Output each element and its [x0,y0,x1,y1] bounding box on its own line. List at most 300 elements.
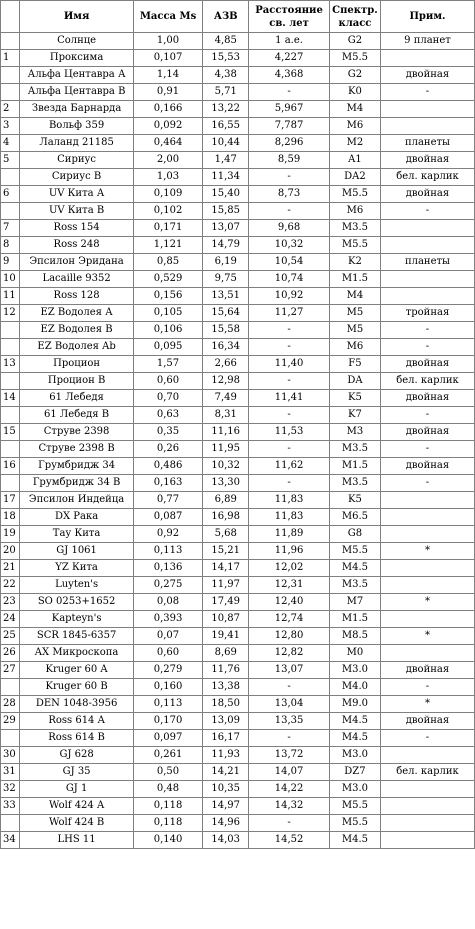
table-row [1,33,474,49]
cell-abs-magnitude: 15,40 [203,186,248,202]
cell-name: Ross 614 B [20,730,132,746]
cell-notes: - [381,84,474,100]
table-row [1,628,474,644]
cell-spectral-class: M3.0 [330,747,380,763]
cell-notes [381,220,474,236]
cell-index [1,322,19,338]
table-body [1,33,474,848]
cell-notes [381,101,474,117]
cell-mass: 0,393 [134,611,202,627]
cell-name: GJ 1061 [20,543,132,559]
cell-spectral-class: K0 [330,84,380,100]
cell-index [1,679,19,695]
cell-abs-magnitude: 18,50 [203,696,248,712]
table-row [1,492,474,508]
cell-distance: - [249,679,329,695]
cell-name: YZ Кита [20,560,132,576]
cell-name: AX Микроскопа [20,645,132,661]
cell-notes: - [381,730,474,746]
cell-index: 13 [1,356,19,372]
cell-mass: 0,08 [134,594,202,610]
table-row [1,509,474,525]
cell-index [1,441,19,457]
table-row [1,237,474,253]
cell-spectral-class: M4.5 [330,713,380,729]
cell-abs-magnitude: 15,85 [203,203,248,219]
cell-abs-magnitude: 14,79 [203,237,248,253]
cell-distance: - [249,730,329,746]
cell-distance: 14,07 [249,764,329,780]
cell-spectral-class: M6 [330,339,380,355]
cell-notes: - [381,475,474,491]
cell-spectral-class: M1.5 [330,611,380,627]
cell-index: 9 [1,254,19,270]
cell-spectral-class: M4.5 [330,560,380,576]
cell-distance: 8,296 [249,135,329,151]
cell-spectral-class: M4.5 [330,730,380,746]
cell-notes [381,237,474,253]
cell-abs-magnitude: 11,97 [203,577,248,593]
cell-abs-magnitude: 14,21 [203,764,248,780]
cell-index: 12 [1,305,19,321]
cell-spectral-class: M4 [330,288,380,304]
cell-abs-magnitude: 4,38 [203,67,248,83]
cell-mass: 0,48 [134,781,202,797]
cell-spectral-class: M3.5 [330,475,380,491]
cell-index [1,67,19,83]
cell-notes: тройная [381,305,474,321]
cell-name: Грумбридж 34 [20,458,132,474]
cell-distance: - [249,322,329,338]
table-row [1,390,474,406]
cell-distance: 5,967 [249,101,329,117]
cell-distance: 8,59 [249,152,329,168]
cell-distance: 11,53 [249,424,329,440]
cell-abs-magnitude: 5,71 [203,84,248,100]
cell-mass: 0,529 [134,271,202,287]
cell-mass: 1,00 [134,33,202,49]
table-row [1,526,474,542]
cell-spectral-class: M8.5 [330,628,380,644]
cell-mass: 0,136 [134,560,202,576]
cell-name: Lacaille 9352 [20,271,132,287]
cell-index [1,339,19,355]
cell-name: Ross 248 [20,237,132,253]
cell-name: Сириус [20,152,132,168]
cell-index: 1 [1,50,19,66]
cell-index [1,33,19,49]
cell-name: Процион [20,356,132,372]
cell-spectral-class: K2 [330,254,380,270]
cell-spectral-class: M4 [330,101,380,117]
cell-spectral-class: M5.5 [330,186,380,202]
cell-notes [381,271,474,287]
cell-mass: 0,35 [134,424,202,440]
table-row [1,458,474,474]
cell-abs-magnitude: 8,31 [203,407,248,423]
cell-abs-magnitude: 11,34 [203,169,248,185]
cell-name: DEN 1048-3956 [20,696,132,712]
cell-abs-magnitude: 10,35 [203,781,248,797]
cell-distance: - [249,339,329,355]
cell-spectral-class: M2 [330,135,380,151]
cell-name: Kapteyn's [20,611,132,627]
cell-index [1,373,19,389]
cell-mass: 0,77 [134,492,202,508]
cell-notes: планеты [381,135,474,151]
cell-spectral-class: M5.5 [330,50,380,66]
cell-name: Альфа Центавра А [20,67,132,83]
cell-mass: 0,102 [134,203,202,219]
cell-name: DX Рака [20,509,132,525]
cell-index [1,730,19,746]
cell-distance: 13,07 [249,662,329,678]
cell-index [1,475,19,491]
cell-index: 17 [1,492,19,508]
cell-mass: 0,087 [134,509,202,525]
cell-distance: 12,80 [249,628,329,644]
cell-abs-magnitude: 16,17 [203,730,248,746]
table-row [1,339,474,355]
cell-distance: 4,368 [249,67,329,83]
cell-spectral-class: M5.5 [330,237,380,253]
cell-distance: 10,74 [249,271,329,287]
cell-index: 15 [1,424,19,440]
cell-notes: 9 планет [381,33,474,49]
table-row [1,322,474,338]
table-row [1,560,474,576]
cell-distance: 11,96 [249,543,329,559]
cell-distance: 11,83 [249,509,329,525]
cell-index: 14 [1,390,19,406]
cell-distance: 11,62 [249,458,329,474]
cell-notes [381,288,474,304]
cell-spectral-class: M5.5 [330,798,380,814]
header-spectral-class: Спектр. класс [330,1,380,32]
cell-abs-magnitude: 11,16 [203,424,248,440]
cell-abs-magnitude: 14,17 [203,560,248,576]
cell-name: Струве 2398 [20,424,132,440]
cell-notes [381,560,474,576]
cell-distance: - [249,815,329,831]
table-row [1,67,474,83]
cell-index: 22 [1,577,19,593]
cell-mass: 0,91 [134,84,202,100]
table-row [1,730,474,746]
cell-notes: двойная [381,356,474,372]
table-row [1,305,474,321]
cell-name: Звезда Барнарда [20,101,132,117]
cell-name: Процион В [20,373,132,389]
cell-name: SCR 1845-6357 [20,628,132,644]
cell-spectral-class: M4.5 [330,832,380,848]
cell-mass: 0,109 [134,186,202,202]
table-row [1,203,474,219]
cell-notes: двойная [381,67,474,83]
cell-name: UV Кита А [20,186,132,202]
cell-distance: 7,787 [249,118,329,134]
table-row [1,271,474,287]
cell-name: GJ 628 [20,747,132,763]
table-row [1,815,474,831]
cell-mass: 0,118 [134,798,202,814]
cell-name: Сириус В [20,169,132,185]
cell-mass: 0,170 [134,713,202,729]
cell-notes [381,50,474,66]
table-row [1,747,474,763]
cell-abs-magnitude: 5,68 [203,526,248,542]
cell-index: 18 [1,509,19,525]
cell-abs-magnitude: 10,44 [203,135,248,151]
cell-distance: 1 а.е. [249,33,329,49]
cell-notes: бел. карлик [381,764,474,780]
cell-notes [381,492,474,508]
cell-abs-magnitude: 11,76 [203,662,248,678]
cell-mass: 1,14 [134,67,202,83]
cell-notes: - [381,322,474,338]
cell-spectral-class: M9.0 [330,696,380,712]
cell-abs-magnitude: 8,69 [203,645,248,661]
cell-index: 8 [1,237,19,253]
cell-name: Wolf 424 B [20,815,132,831]
cell-spectral-class: M5 [330,305,380,321]
cell-name: Ross 154 [20,220,132,236]
cell-name: Эпсилон Индейца [20,492,132,508]
cell-index: 20 [1,543,19,559]
cell-abs-magnitude: 14,97 [203,798,248,814]
cell-abs-magnitude: 13,51 [203,288,248,304]
cell-index: 23 [1,594,19,610]
table-row [1,169,474,185]
cell-distance: 12,31 [249,577,329,593]
cell-index: 24 [1,611,19,627]
table-row [1,475,474,491]
cell-name: Ross 128 [20,288,132,304]
cell-index: 7 [1,220,19,236]
cell-mass: 0,261 [134,747,202,763]
cell-distance: 14,32 [249,798,329,814]
cell-name: Проксима [20,50,132,66]
table-row [1,186,474,202]
cell-index: 26 [1,645,19,661]
cell-index: 11 [1,288,19,304]
cell-distance: 12,82 [249,645,329,661]
cell-name: Kruger 60 A [20,662,132,678]
cell-name: EZ Водолея Ab [20,339,132,355]
header-mass: Масса Ms [134,1,202,32]
table-row [1,662,474,678]
table-row [1,645,474,661]
table-row [1,577,474,593]
table-row [1,713,474,729]
cell-name: LHS 11 [20,832,132,848]
cell-distance: 13,72 [249,747,329,763]
cell-spectral-class: G2 [330,33,380,49]
cell-mass: 2,00 [134,152,202,168]
cell-index: 2 [1,101,19,117]
cell-notes: двойная [381,186,474,202]
cell-notes: бел. карлик [381,169,474,185]
cell-distance: 11,41 [249,390,329,406]
cell-distance: 12,40 [249,594,329,610]
cell-index: 19 [1,526,19,542]
cell-spectral-class: F5 [330,356,380,372]
cell-index: 4 [1,135,19,151]
cell-index: 10 [1,271,19,287]
table-row [1,679,474,695]
cell-name: 61 Лебедя В [20,407,132,423]
cell-index: 34 [1,832,19,848]
cell-notes: двойная [381,424,474,440]
cell-notes [381,815,474,831]
cell-abs-magnitude: 16,98 [203,509,248,525]
cell-abs-magnitude: 14,03 [203,832,248,848]
cell-name: UV Кита В [20,203,132,219]
header-index [1,1,19,32]
cell-spectral-class: M3.0 [330,781,380,797]
cell-name: Лаланд 21185 [20,135,132,151]
cell-index: 25 [1,628,19,644]
cell-notes [381,611,474,627]
cell-index: 33 [1,798,19,814]
cell-spectral-class: DZ7 [330,764,380,780]
cell-spectral-class: M5 [330,322,380,338]
cell-notes: - [381,203,474,219]
cell-distance: 10,32 [249,237,329,253]
cell-abs-magnitude: 6,89 [203,492,248,508]
cell-name: GJ 1 [20,781,132,797]
cell-abs-magnitude: 6,19 [203,254,248,270]
cell-notes [381,832,474,848]
cell-abs-magnitude: 15,64 [203,305,248,321]
cell-notes: - [381,679,474,695]
cell-spectral-class: M6.5 [330,509,380,525]
cell-abs-magnitude: 9,75 [203,271,248,287]
cell-spectral-class: M1.5 [330,271,380,287]
cell-distance: 10,92 [249,288,329,304]
cell-abs-magnitude: 16,34 [203,339,248,355]
cell-distance: 10,54 [249,254,329,270]
cell-abs-magnitude: 17,49 [203,594,248,610]
cell-index: 5 [1,152,19,168]
cell-abs-magnitude: 2,66 [203,356,248,372]
table-row [1,832,474,848]
cell-mass: 0,163 [134,475,202,491]
table-row [1,118,474,134]
cell-spectral-class: M5.5 [330,815,380,831]
cell-notes: - [381,339,474,355]
cell-distance: - [249,475,329,491]
cell-mass: 0,464 [134,135,202,151]
cell-name: EZ Водолея А [20,305,132,321]
table-row [1,441,474,457]
cell-notes [381,798,474,814]
cell-distance: 11,89 [249,526,329,542]
cell-spectral-class: M4.0 [330,679,380,695]
cell-distance: 11,40 [249,356,329,372]
cell-distance: - [249,407,329,423]
cell-mass: 0,113 [134,543,202,559]
cell-name: Эпсилон Эридана [20,254,132,270]
cell-mass: 0,113 [134,696,202,712]
cell-index: 28 [1,696,19,712]
cell-mass: 0,07 [134,628,202,644]
cell-abs-magnitude: 10,87 [203,611,248,627]
table-row [1,101,474,117]
cell-notes: * [381,543,474,559]
cell-index: 32 [1,781,19,797]
cell-spectral-class: M6 [330,203,380,219]
cell-abs-magnitude: 14,96 [203,815,248,831]
table-row [1,696,474,712]
cell-notes: двойная [381,152,474,168]
table-row [1,220,474,236]
header-row [1,1,474,32]
cell-abs-magnitude: 13,22 [203,101,248,117]
cell-abs-magnitude: 13,07 [203,220,248,236]
table-row [1,152,474,168]
cell-abs-magnitude: 11,93 [203,747,248,763]
cell-index: 6 [1,186,19,202]
cell-spectral-class: M7 [330,594,380,610]
cell-name: Солнце [20,33,132,49]
cell-abs-magnitude: 12,98 [203,373,248,389]
cell-notes: двойная [381,390,474,406]
cell-notes: * [381,594,474,610]
cell-name: Струве 2398 В [20,441,132,457]
cell-distance: 13,35 [249,713,329,729]
cell-mass: 0,50 [134,764,202,780]
cell-mass: 0,092 [134,118,202,134]
table-row [1,50,474,66]
table-row [1,254,474,270]
cell-mass: 0,63 [134,407,202,423]
cell-notes: бел. карлик [381,373,474,389]
table-row [1,373,474,389]
cell-index: 30 [1,747,19,763]
cell-notes: * [381,696,474,712]
cell-notes: двойная [381,458,474,474]
cell-index: 31 [1,764,19,780]
cell-name: Ross 614 A [20,713,132,729]
cell-index: 29 [1,713,19,729]
cell-mass: 0,118 [134,815,202,831]
cell-notes [381,781,474,797]
cell-abs-magnitude: 10,32 [203,458,248,474]
cell-index: 16 [1,458,19,474]
cell-distance: - [249,373,329,389]
cell-mass: 0,60 [134,373,202,389]
cell-name: Luyten's [20,577,132,593]
cell-mass: 0,279 [134,662,202,678]
cell-abs-magnitude: 11,95 [203,441,248,457]
cell-name: GJ 35 [20,764,132,780]
cell-name: Kruger 60 B [20,679,132,695]
table-row [1,594,474,610]
cell-distance: 13,04 [249,696,329,712]
cell-distance: 11,27 [249,305,329,321]
cell-spectral-class: A1 [330,152,380,168]
table-row [1,764,474,780]
cell-abs-magnitude: 13,09 [203,713,248,729]
cell-spectral-class: M5.5 [330,543,380,559]
cell-distance: - [249,441,329,457]
cell-distance: - [249,203,329,219]
cell-index: 27 [1,662,19,678]
cell-mass: 0,171 [134,220,202,236]
cell-spectral-class: M3.5 [330,220,380,236]
table-row [1,407,474,423]
